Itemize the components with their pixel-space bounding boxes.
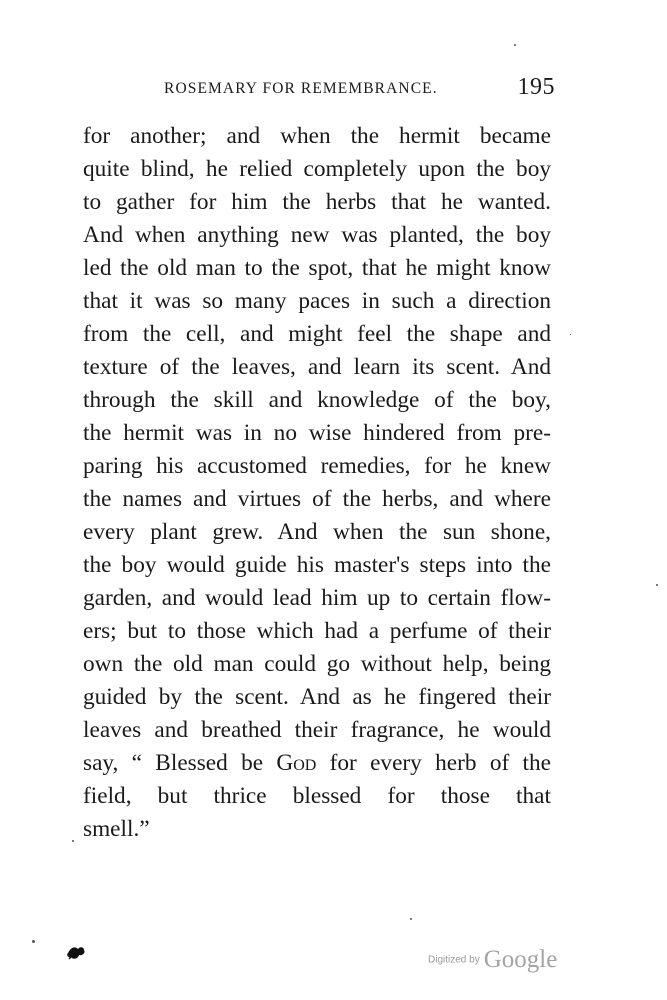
watermark-brand: Google bbox=[483, 946, 558, 973]
text-line: the names and virtues of the herbs, and where bbox=[83, 486, 551, 512]
text-line: quite blind, he relied completely upon the boy bbox=[83, 156, 551, 182]
small-caps-word: God bbox=[276, 750, 317, 776]
text-line: that it was so many paces in such a direction bbox=[83, 288, 551, 314]
text-line-final: smell.” bbox=[83, 816, 150, 842]
text-line: every plant grew. And when the sun shone, bbox=[83, 519, 551, 545]
text-line: for another; and when the hermit became bbox=[83, 123, 551, 149]
paper-speck bbox=[514, 44, 516, 46]
text-line: the hermit was in no wise hindered from pre- bbox=[83, 420, 551, 446]
running-head: ROSEMARY FOR REMEMBRANCE. bbox=[164, 80, 438, 97]
paper-speck bbox=[32, 940, 35, 943]
text-line: field, but thrice blessed for those that bbox=[83, 783, 551, 809]
watermark-prefix: Digitized by bbox=[428, 954, 480, 966]
paper-speck bbox=[410, 918, 412, 920]
text-line: led the old man to the spot, that he might know bbox=[83, 255, 551, 281]
digitized-watermark bbox=[428, 946, 557, 974]
text-line: And when anything new was planted, the boy bbox=[83, 222, 551, 248]
text-line: own the old man could go without help, being bbox=[83, 651, 551, 677]
text-line: the boy would guide his master's steps into the bbox=[83, 552, 551, 578]
text-line: garden, and would lead him up to certain flow- bbox=[83, 585, 551, 611]
text-line-blessing bbox=[83, 747, 551, 780]
text-line: leaves and breathed their fragrance, he would bbox=[83, 717, 551, 743]
text-fragment: say, “ Blessed be bbox=[83, 750, 277, 776]
text-line: texture of the leaves, and learn its scent. And bbox=[83, 354, 551, 380]
paper-speck bbox=[570, 334, 571, 335]
text-fragment: for every herb of the bbox=[316, 750, 551, 776]
text-line: guided by the scent. And as he fingered their bbox=[83, 684, 551, 710]
body-text bbox=[83, 120, 551, 846]
text-line: from the cell, and might feel the shape and bbox=[83, 321, 551, 347]
paper-speck bbox=[656, 584, 658, 586]
text-line: ers; but to those which had a perfume of their bbox=[83, 618, 551, 644]
text-line: paring his accustomed remedies, for he knew bbox=[83, 453, 551, 479]
fleuron-icon bbox=[66, 944, 86, 962]
text-line: to gather for him the herbs that he wanted. bbox=[83, 189, 551, 215]
page-number: 195 bbox=[517, 74, 555, 100]
text-line: through the skill and knowledge of the boy, bbox=[83, 387, 551, 413]
paper-speck bbox=[72, 840, 74, 842]
page-header bbox=[150, 76, 555, 104]
